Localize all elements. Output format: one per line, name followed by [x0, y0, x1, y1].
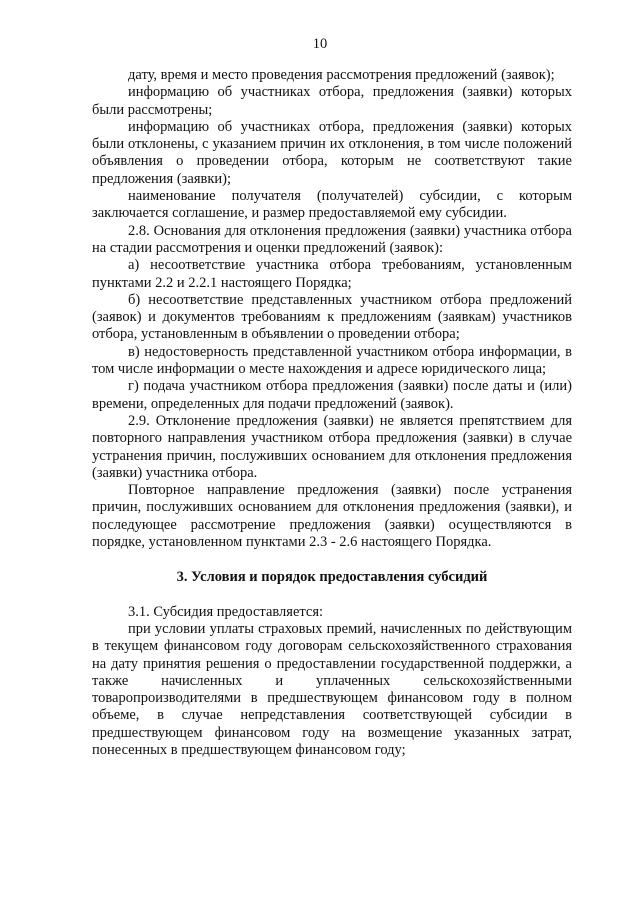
document-body — [92, 67, 572, 759]
paragraph: Повторное направление предложения (заявки) после устранения причин, послуживших основанием для отклонения предложения (заявки), и последующее рассмотрение предложения (заявки) осуществляются в порядке, установленном пунктами 2.3 - 2.6 настоящего Порядка. — [92, 482, 572, 551]
paragraph: при условии уплаты страховых премий, начисленных по действующим в текущем финансовом году договорам сельскохозяйственного страхования на дату принятия решения о предоставлении государственной поддержки, а также начисленных и уплаченных сельскохозяйственными товаропроизводителями в предшествующем финансовом году в полном объеме, в случае непредставления соответствующей субсидии в предшествующем финансовом году на возмещение указанных затрат, понесенных в предшествующем финансовом году; — [92, 620, 572, 758]
paragraph: 3.1. Субсидия предоставляется: — [128, 603, 324, 620]
paragraph: г) подача участником отбора предложения (заявки) после даты и (или) времени, определенных для подачи предложений (заявок). — [92, 378, 572, 412]
section-heading: 3. Условия и порядок предоставления субсидий — [176, 569, 488, 586]
paragraph: информацию об участниках отбора, предложения (заявки) которых были рассмотрены; — [92, 84, 572, 118]
paragraph: наименование получателя (получателей) субсидии, с которым заключается соглашение, и размер предоставляемой ему субсидии. — [92, 188, 572, 222]
paragraph: дату, время и место проведения рассмотрения предложений (заявок); — [128, 67, 555, 83]
paragraph: а) несоответствие участника отбора требованиям, установленным пунктами 2.2 и 2.2.1 настоящего Порядка; — [92, 257, 572, 291]
paragraph: б) несоответствие представленных участником отбора предложений (заявок) и документов требованиям к предложениям (заявкам) участников отбора, установленным в объявлении о проведении отбора; — [92, 291, 572, 343]
paragraph: 2.8. Основания для отклонения предложения (заявки) участника отбора на стадии рассмотрения и оценки предложений (заявок): — [92, 222, 572, 256]
page-number: 10 — [312, 36, 328, 52]
paragraph: 2.9. Отклонение предложения (заявки) не является препятствием для повторного направления участником отбора предложения (заявки) в случае устранения причин, послуживших основанием для отклонения предложения (заявки) участника отбора. — [92, 412, 572, 481]
paragraph: информацию об участниках отбора, предложения (заявки) которых были отклонены, с указанием причин их отклонения, в том числе положений объявления о проведении отбора, которым не соответствуют такие предложения (заявки); — [92, 118, 572, 187]
paragraph: в) недостоверность представленной участником отбора информации, в том числе информации о месте нахождения и адресе юридического лица; — [92, 343, 572, 378]
